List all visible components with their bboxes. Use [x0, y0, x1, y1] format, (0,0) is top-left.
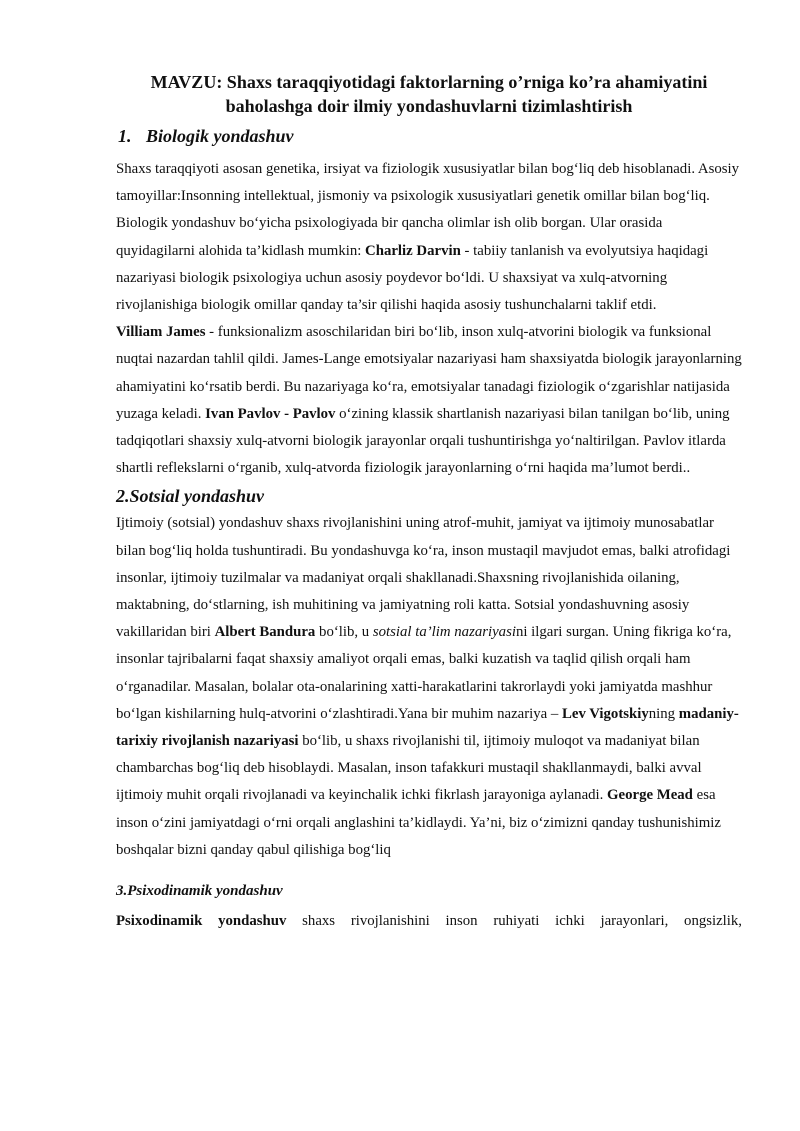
text-run: bo‘lib, u: [315, 624, 373, 641]
name-charliz-darvin: Charliz Darvin: [365, 242, 461, 259]
name-ivan-pavlov: Ivan Pavlov - Pavlov: [205, 405, 336, 422]
section-1-heading: [116, 124, 742, 148]
section-3-heading: 3.Psixodinamik yondashuv: [116, 883, 283, 900]
text-run: - tabiiy tanlanish va evolyutsiya haqidagi nazariyasi biologik psixologiya uchun asosiy poydevor bo‘ldi. U shaxsiyat va xulq-atvorning rivojlanishiga biologik omillar qanday ta’sir qilishi haqida asosiy tushunchalarni taklif etdi.: [116, 242, 709, 314]
section-2-paragraph-1: [116, 510, 742, 864]
name-albert-bandura: Albert Bandura: [214, 624, 316, 641]
document-page: [116, 70, 742, 935]
text-run: o‘zining klassik shartlanish nazariyasi bilan tanilgan bo‘lib, uning tadqiqotlari shaxsiy xulq-atvorni biologik jarayonlar orqali tushuntirishga yo‘naltirilgan. Pavlov itlarda shartli reflekslarni o‘rganib, xulq-atvorda fiziologik jarayonlarning o‘rni haqida ma’lumot berdi..: [116, 405, 730, 477]
text-run: - funksionalizm asoschilaridan biri bo‘lib, inson xulq-atvorini biologik va funksional nuqtai nazardan tahlil qildi. James-Lange emotsiyalar nazariyasi ham shaxsiyatda biologik jarayonlarning ahamiyatini ko‘rsatib berdi. Bu nazariyaga ko‘ra, emotsiyalar tanadagi fiziologik o‘zgarishlar natijasida yuzaga keladi.: [116, 324, 742, 422]
section-1-paragraph-2: [116, 319, 742, 482]
section-2-heading: 2.Sotsial yondashuv: [116, 486, 265, 507]
name-villiam-james: Villiam James: [116, 324, 206, 341]
text-run: ni ilgari surgan. Uning fikriga ko‘ra, insonlar tajribalarni faqat shaxsiy amaliyot orqali emas, balki kuzatish va taqlid qilish orqali ham o‘rganadilar. Masalan, bolalar ota-onalarining xatti-harakatlarini takrorlaydi yoki jamiyatda mashhur bo‘lgan kishilarning hulq-atvorini o‘zlashtiradi.Yana bir muhim nazariya –: [116, 624, 732, 722]
text-run: ning: [648, 705, 679, 722]
text-run: shaxs rivojlanishini inson ruhiyati ichki jarayonlari, ongsizlik,: [286, 913, 742, 930]
section-1-title: Biologik yondashuv: [146, 126, 294, 146]
name-lev-vigotskiy: Lev Vigotskiy: [562, 705, 649, 722]
section-1-number: 1.: [118, 126, 132, 146]
term-sotsial-talim: sotsial ta’lim nazariyasi: [372, 624, 516, 641]
document-title: MAVZU: Shaxs taraqqiyotidagi faktorlarning o’rniga ko’ra ahamiyatini baholashga doir ilmiy yondashuvlarni tizimlashtirish: [150, 72, 708, 116]
name-george-mead: George Mead: [607, 787, 693, 804]
text-run: bo‘lib, u shaxs rivojlanishi til, ijtimoiy muloqot va madaniyat bilan chambarchas bog‘liq deb hisoblaydi. Masalan, inson tafakkuri mustaqil shakllanmaydi, balki avval ijtimoiy muhit orqali rivojlanadi va keyinchalik ichki fikrlash jarayoniga aylanadi.: [116, 733, 702, 804]
section-3-paragraph-1: [116, 908, 742, 935]
term-psixodinamik: Psixodinamik yondashuv: [116, 913, 287, 930]
section-1-paragraph-1: [116, 156, 742, 319]
text-run: Shaxs taraqqiyoti asosan genetika, irsiyat va fiziologik xususiyatlar bilan bog‘liq deb hisoblanadi. Asosiy tamoyillar:Insonning intellektual, jismoniy va psixologik xususiyatlari genetik omillar bilan bog‘liq. Biologik yondashuv bo‘yicha psixologiyada bir qancha olimlar ish olib borgan. Ular orasida quyidagilarni alohida ta’kidlash mumkin:: [116, 161, 740, 259]
term-madaniy-tarixiy: madaniy-tarixiy rivojlanish nazariyasi: [116, 705, 739, 750]
text-run: Ijtimoiy (sotsial) yondashuv shaxs rivojlanishini uning atrof-muhit, jamiyat va ijtimoiy munosabatlar bilan bog‘liq holda tushuntiradi. Bu yondashuvga ko‘ra, inson mustaqil mavjudot emas, balki atrofidagi insonlar, ijtimoiy tuzilmalar va madaniyat orqali shakllanadi.Shaxsning rivojlanishida oilaning, maktabning, do‘stlarning, ish muhitining va jamiyatning roli katta. Sotsial yondashuvning asosiy vakillaridan biri: [116, 515, 731, 641]
text-run: esa inson o‘zini jamiyatdagi o‘rni orqali anglashini ta’kidlaydi. Ya’ni, biz o‘zimizni qanday tushunishimiz boshqalar bizni qanday qabul qilishiga bog‘liq: [116, 787, 721, 858]
